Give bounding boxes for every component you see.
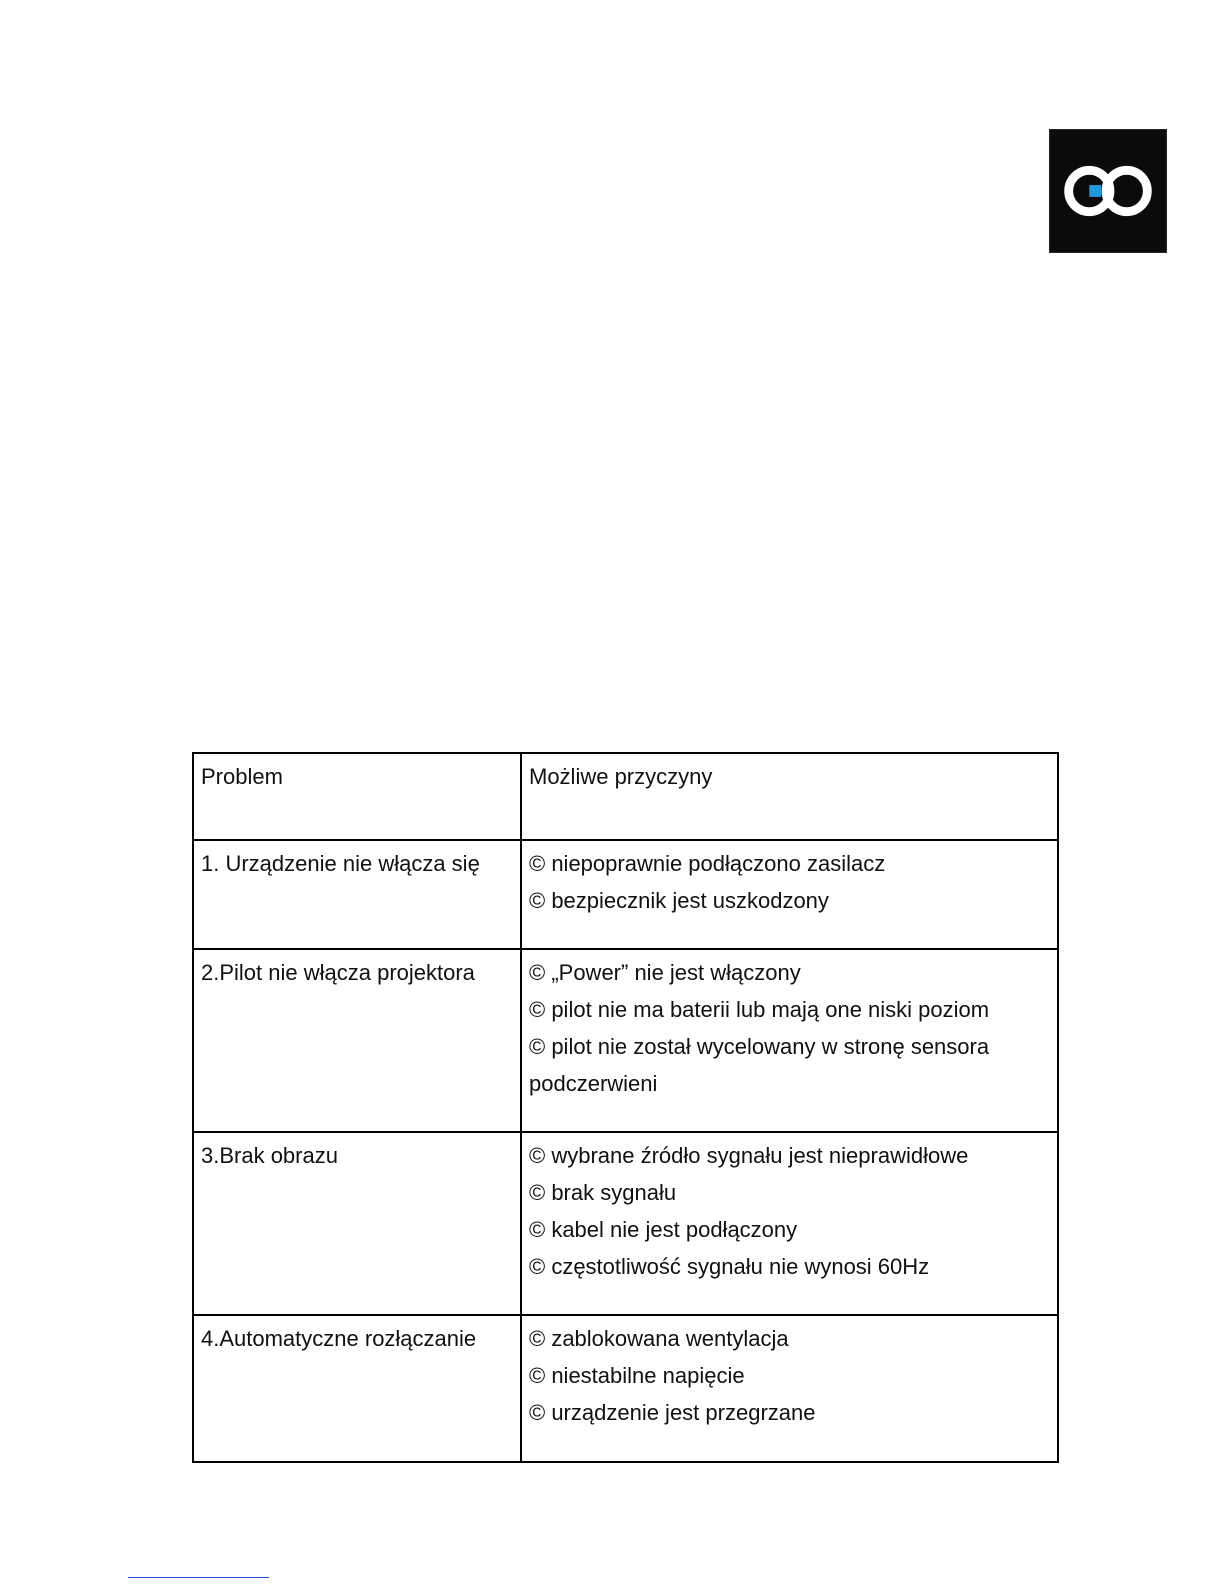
causes-cell [521, 1132, 1058, 1315]
causes-cell [521, 1315, 1058, 1462]
cause-item: © wybrane źródło sygnału jest nieprawidłowe [529, 1143, 969, 1168]
table-row [193, 949, 1058, 1132]
cause-item: © pilot nie ma baterii lub mają one niski poziom [529, 997, 990, 1022]
go-logo-icon [1050, 130, 1166, 252]
problem-cell: 2.Pilot nie włącza projektora [193, 949, 521, 1132]
logo-accent-square [1089, 185, 1101, 197]
header-problem: Problem [193, 753, 521, 840]
cause-item: © „Power” nie jest włączony [529, 960, 801, 985]
table-row [193, 840, 1058, 949]
cause-item: © zablokowana wentylacja [529, 1326, 789, 1351]
table-header-row [193, 753, 1058, 840]
causes-cell [521, 840, 1058, 949]
cause-item: © kabel nie jest podłączony [529, 1217, 798, 1242]
problem-cell: 4.Automatyczne rozłączanie [193, 1315, 521, 1462]
footnote-separator-line [128, 1577, 269, 1578]
cause-item: © urządzenie jest przegrzane [529, 1400, 816, 1425]
cause-item: © bezpiecznik jest uszkodzony [529, 888, 829, 913]
cause-item: © niestabilne napięcie [529, 1363, 745, 1388]
brand-logo [1049, 129, 1167, 253]
troubleshooting-table [192, 752, 1059, 1463]
cause-item: © pilot nie został wycelowany w stronę sensora podczerwieni [529, 1034, 990, 1096]
header-causes: Możliwe przyczyny [521, 753, 1058, 840]
causes-cell [521, 949, 1058, 1132]
table-row [193, 1132, 1058, 1315]
problem-cell: 1. Urządzenie nie włącza się [193, 840, 521, 949]
cause-item: © częstotliwość sygnału nie wynosi 60Hz [529, 1254, 930, 1279]
cause-item: © niepoprawnie podłączono zasilacz [529, 851, 886, 876]
problem-cell: 3.Brak obrazu [193, 1132, 521, 1315]
table-row [193, 1315, 1058, 1462]
cause-item: © brak sygnału [529, 1180, 677, 1205]
